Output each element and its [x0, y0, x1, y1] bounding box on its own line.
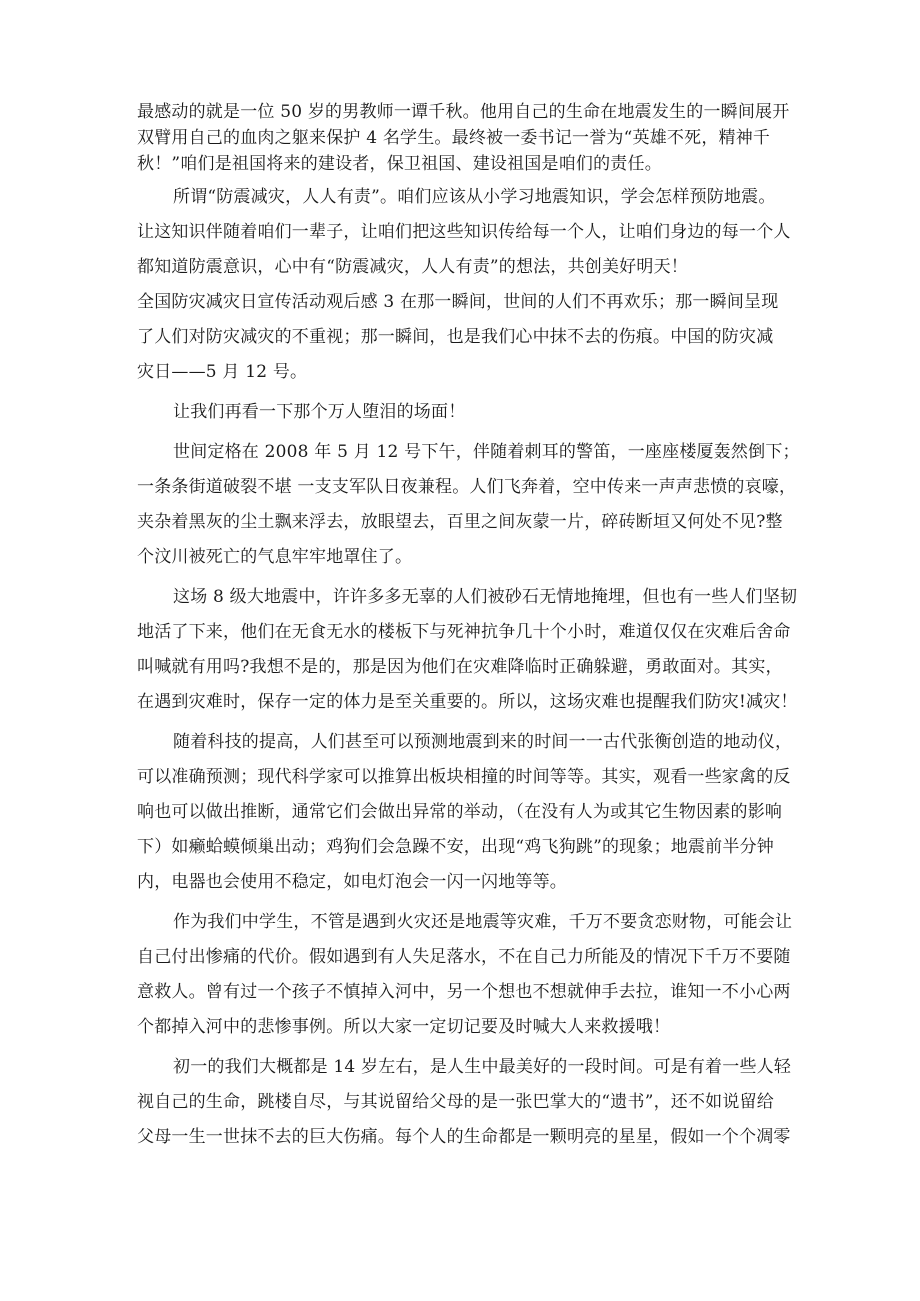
text-line: 世间定格在 2008 年 5 月 12 号下午，伴随着刺耳的警笛，一座座楼厦轰然倒下；: [173, 442, 800, 462]
text-line: 随着科技的提高，人们甚至可以预测地震到来的时间一一古代张衡创造的地动仪，: [173, 732, 793, 752]
text-line: 这场 8 级大地震中，许许多多无辜的人们被砂石无情地掩埋，但也有一些人们坚韧: [173, 587, 798, 607]
text-line: 让这知识伴随着咱们一辈子，让咱们把这些知识传给每一个人，让咱们身边的每一个人: [137, 222, 791, 242]
text-line: 叫喊就有用吗?我想不是的，那是因为他们在灾难降临时正确躲避，勇敢面对。其实，: [137, 657, 783, 677]
text-line: 最感动的就是一位 50 岁的男教师一谭千秋。他用自己的生命在地震发生的一瞬间展开: [137, 102, 790, 122]
text-line: 自己付出惨痛的代价。假如遇到有人失足落水，不在自己力所能及的情况下千万不要随: [137, 947, 791, 967]
text-line: 在遇到灾难时，保存一定的体力是至关重要的。所以，这场灾难也提醒我们防灾!减灾！: [137, 692, 798, 712]
text-line: 灾日——5 月 12 号。: [137, 362, 308, 382]
text-line: 可以准确预测；现代科学家可以推算出板块相撞的时间等等。其实，观看一些家禽的反: [137, 767, 791, 787]
text-line: 下）如癞蛤蟆倾巢出动；鸡狗们会急躁不安，出现“鸡飞狗跳”的现象；地震前半分钟: [137, 837, 774, 857]
text-line: 内，电器也会使用不稳定，如电灯泡会一闪一闪地等等。: [137, 872, 567, 892]
text-line: 初一的我们大概都是 14 岁左右，是人生中最美好的一段时间。可是有着一些人轻: [173, 1057, 792, 1077]
text-line: 个都掉入河中的悲惨事例。所以大家一定切记要及时喊大人来救援哦！: [137, 1017, 671, 1037]
text-line: 地活了下来，他们在无食无水的楼板下与死神抗争几十个小时，难道仅仅在灾难后舍命: [137, 622, 791, 642]
text-line: 了人们对防灾减灾的不重视；那一瞬间，也是我们心中抹不去的伤痕。中国的防灾减: [137, 327, 774, 347]
text-line: 都知道防震意识，心中有“防震减灾，人人有责”的想法，共创美好明天！: [137, 257, 688, 277]
text-line: 父母一生一世抹不去的巨大伤痛。每个人的生命都是一颗明亮的星星，假如一个个凋零: [137, 1127, 791, 1147]
text-line: 所谓“防震减灾，人人有责”。咱们应该从小学习地震知识，学会怎样预防地震。: [173, 187, 776, 207]
text-line: 意救人。曾有过一个孩子不慎掉入河中，另一个想也不想就伸手去拉，谁知一不小心两: [137, 982, 791, 1002]
text-line: 视自己的生命，跳楼自尽，与其说留给父母的是一张巴掌大的“遗书”，还不如说留给: [137, 1092, 774, 1112]
text-line: 秋！”咱们是祖国将来的建设者，保卫祖国、建设祖国是咱们的责任。: [137, 154, 662, 174]
text-line: 一条条街道破裂不堪 一支支军队日夜兼程。人们飞奔着，空中传来一声声悲愤的哀嚎，: [137, 477, 797, 497]
text-line: 双臂用自己的血肉之躯来保护 4 名学生。最终被一委书记一誉为“英雄不死，精神千: [137, 128, 771, 148]
text-line: 让我们再看一下那个万人堕泪的场面！: [173, 402, 466, 422]
text-line: 夹杂着黑灰的尘土飘来浮去，放眼望去，百里之间灰蒙一片，碎砖断垣又何处不见?整: [137, 512, 783, 532]
text-line: 作为我们中学生，不管是遇到火灾还是地震等灾难，千万不要贪恋财物，可能会让: [173, 912, 793, 932]
text-line: 响也可以做出推断，通常它们会做出异常的举动，（在没有人为或其它生物因素的影响: [137, 802, 783, 822]
text-line: 全国防灾减灾日宣传活动观后感 3 在那一瞬间，世间的人们不再欢乐；那一瞬间呈现: [137, 292, 779, 312]
text-line: 个汶川被死亡的气息牢牢地罩住了。: [137, 547, 413, 567]
